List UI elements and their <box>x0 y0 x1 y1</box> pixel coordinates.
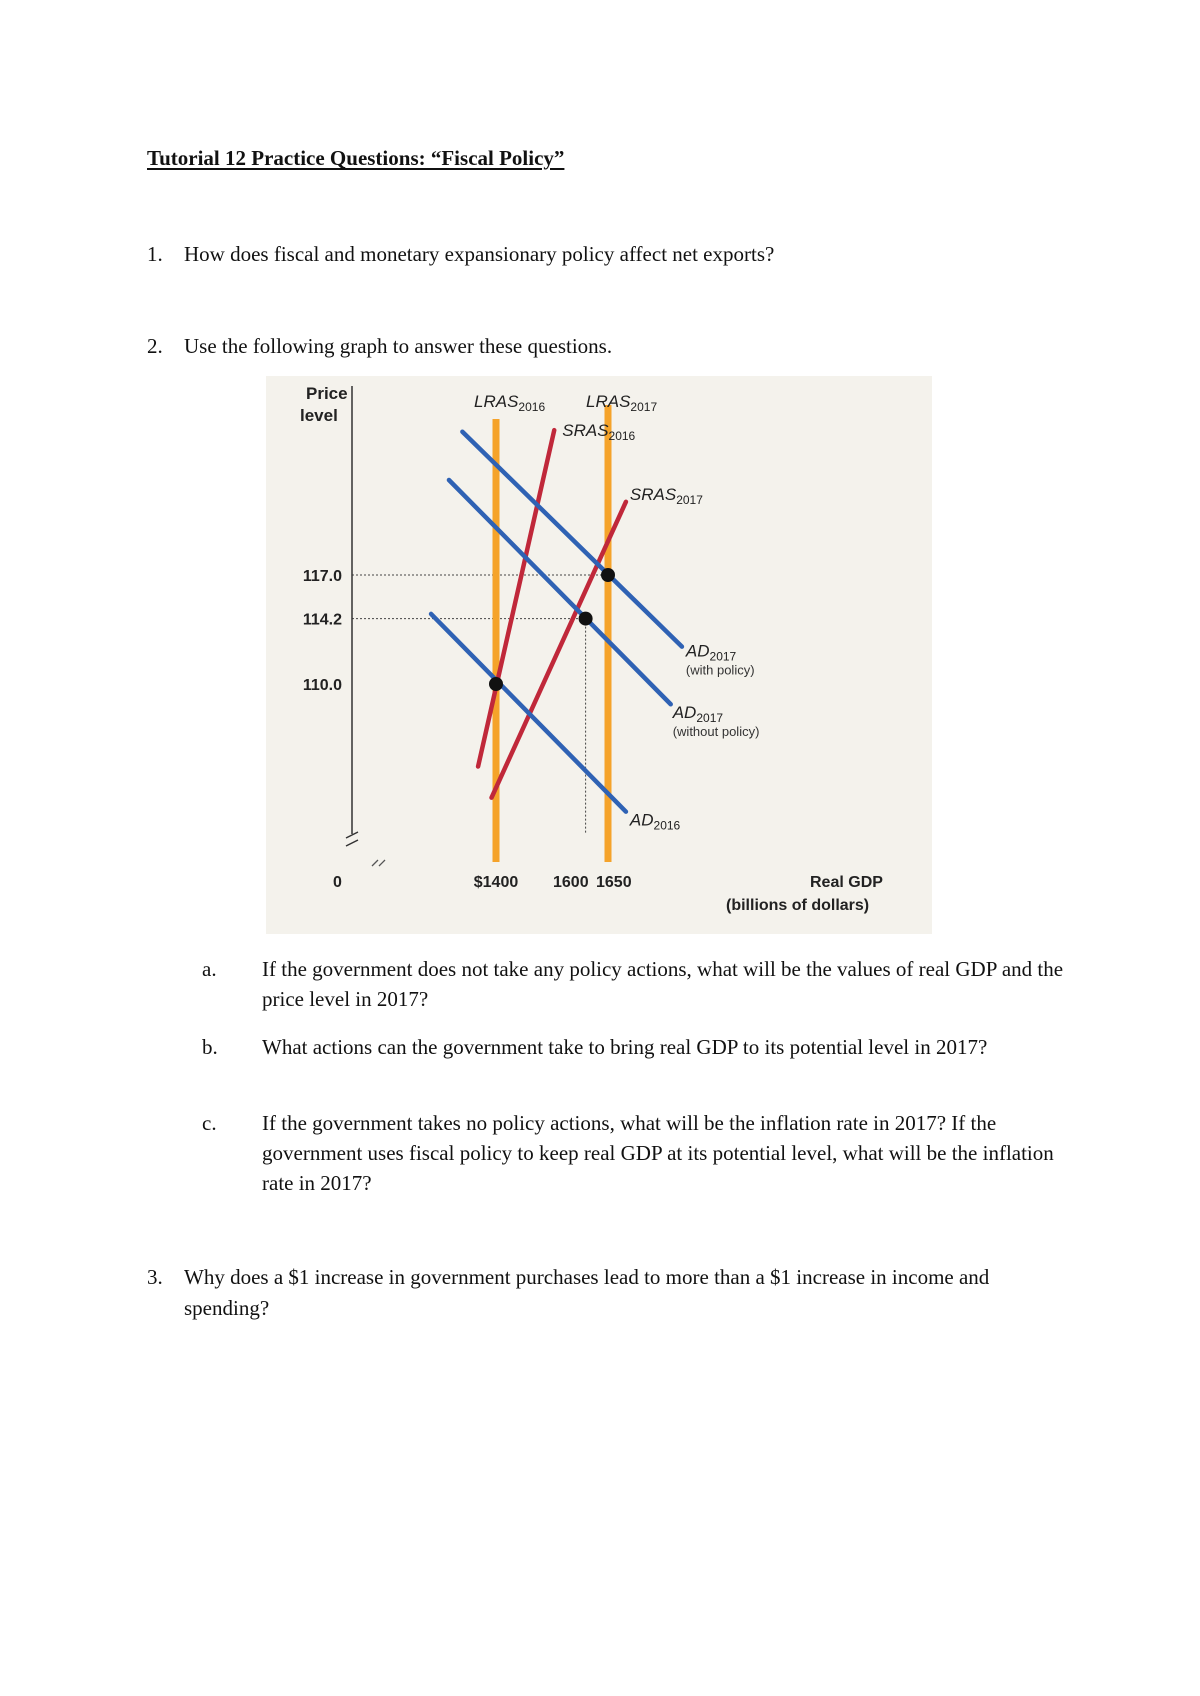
subquestion-label: b. <box>202 1035 218 1059</box>
document-title: Tutorial 12 Practice Questions: “Fiscal Policy” <box>147 146 565 170</box>
subquestion-text: What actions can the government take to bring real GDP to its potential level in 2017? <box>262 1035 988 1059</box>
origin-label: 0 <box>333 874 342 891</box>
equilibrium-point <box>601 568 615 582</box>
x-axis-label-line2: (billions of dollars) <box>726 897 870 914</box>
subquestion-text: If the government does not take any policy actions, what will be the values of real GDP and the price level in 2017? <box>262 957 1064 1011</box>
question-3 <box>147 1262 1047 1324</box>
lras2016-label: $LRAS_{2016}$ <box>474 392 546 414</box>
chart-background <box>266 376 932 934</box>
ad-as-chart <box>266 376 932 934</box>
sras2016-label: $SRAS_{2016}$ <box>562 421 636 444</box>
equilibrium-point <box>579 612 593 626</box>
x-tick-label: 1600 <box>553 874 589 891</box>
equilibrium-point <box>489 677 503 691</box>
question-text: How does fiscal and monetary expansionary policy affect net exports? <box>184 242 775 266</box>
subquestion-text: If the government takes no policy actions, what will be the inflation rate in 2017? If the government uses fiscal policy to keep real GDP at its potential level, what will be the inflation rate in 2017? <box>262 1111 1054 1195</box>
ad2017-without-policy-note: (without policy) <box>672 724 760 740</box>
ad2017-with-policy-note: (with policy) <box>685 662 755 678</box>
subquestion-c <box>202 1108 1072 1198</box>
ad2016-label: $AD_{2016}$ <box>629 810 681 833</box>
question-1 <box>147 239 1047 270</box>
question-number: 2. <box>147 334 163 358</box>
question-number: 3. <box>147 1265 163 1289</box>
question-text: Why does a $1 increase in government purchases lead to more than a $1 increase in income and spending? <box>184 1265 990 1320</box>
question-number: 1. <box>147 242 163 266</box>
subquestion-a <box>202 954 1072 1014</box>
y-tick-label: 110.0 <box>302 677 342 694</box>
y-tick-label: 114.2 <box>302 611 342 629</box>
ad2017-with-policy-label: $AD_{2017}$ <box>685 641 737 664</box>
subquestion-label: a. <box>202 957 217 981</box>
sras2017-label: $SRAS_{2017}$ <box>629 484 703 507</box>
x-tick-label: $1400 <box>473 874 519 891</box>
ad2017-without-policy-label: $AD_{2017}$ <box>672 703 724 726</box>
question-text: Use the following graph to answer these questions. <box>184 334 613 358</box>
y-axis-label: Price <box>306 384 348 403</box>
x-tick-label: 1650 <box>596 874 632 891</box>
x-axis-label: Real GDP <box>810 874 883 891</box>
lras2017-label: $LRAS_{2017}$ <box>586 392 658 414</box>
y-tick-label: 117.0 <box>302 568 342 585</box>
subquestion-b <box>202 1032 1072 1092</box>
subquestion-label: c. <box>202 1111 217 1135</box>
question-2 <box>147 331 1047 362</box>
chart-svg <box>266 376 932 934</box>
y-axis-label-line2: level <box>300 406 338 425</box>
